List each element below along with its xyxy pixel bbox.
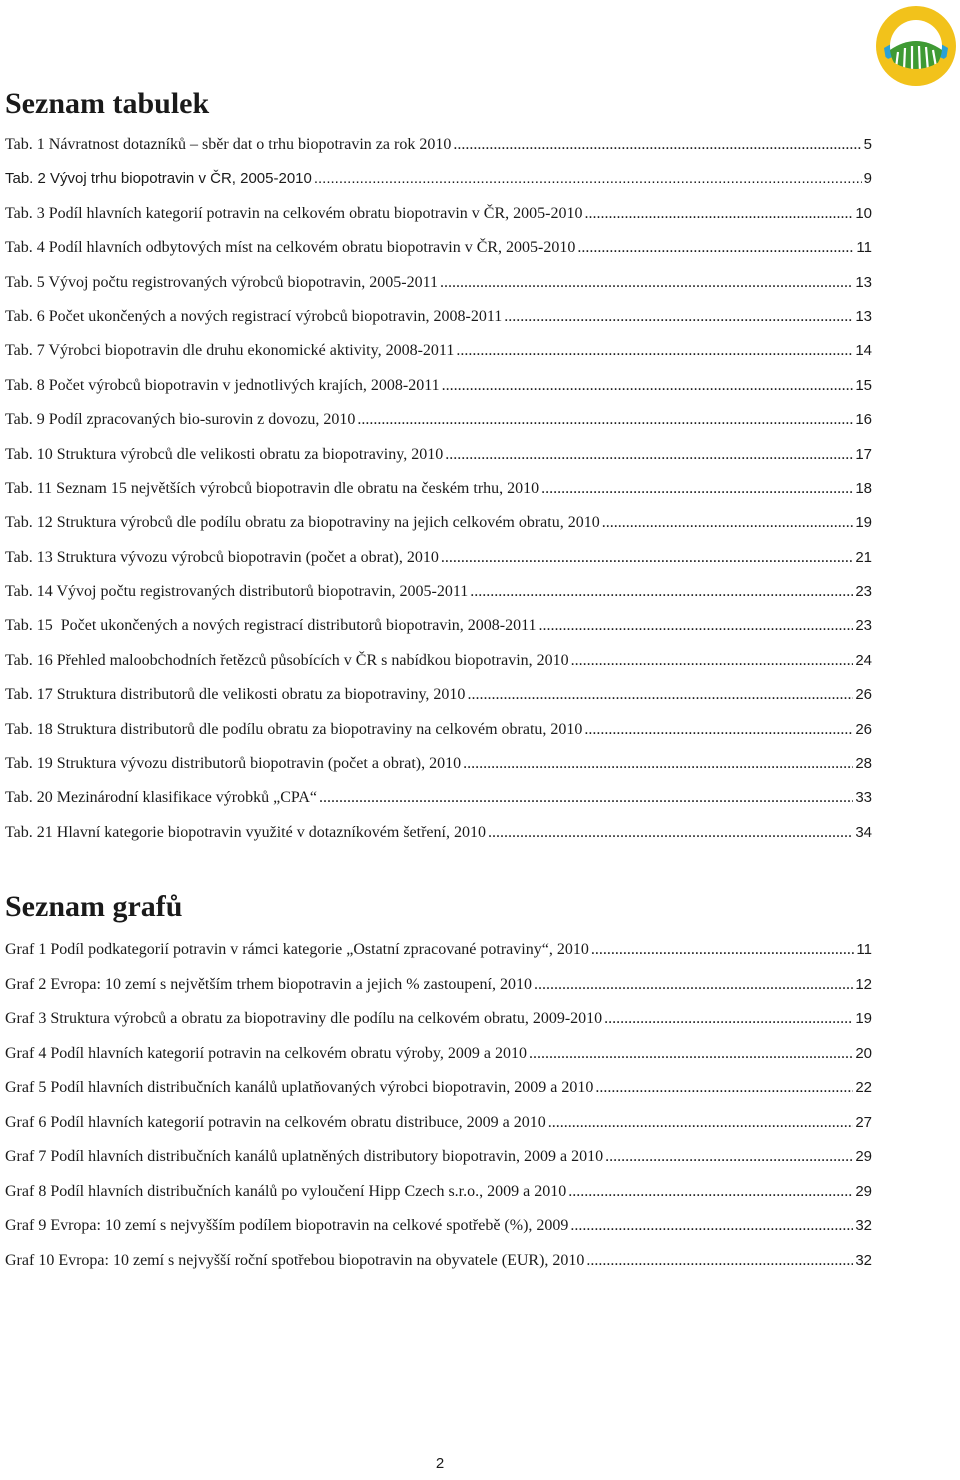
toc-entry-page: 11 [856, 239, 872, 257]
toc-entry[interactable] [5, 128, 872, 162]
toc-entry-page: 26 [855, 720, 872, 738]
toc-entry-page: 10 [855, 204, 872, 222]
toc-entry-label: Tab. 16 Přehled maloobchodních řetězců působících v ČR s nabídkou biopotravin, 2010 [5, 651, 569, 669]
toc-entry-page: 27 [855, 1113, 872, 1131]
toc-entry[interactable] [5, 575, 872, 609]
toc-leader-dots [445, 438, 853, 472]
toc-entry-label: Tab. 9 Podíl zpracovaných bio-surovin z dovozu, 2010 [5, 411, 356, 429]
toc-entry-page: 32 [855, 1217, 872, 1234]
toc-entry-page: 14 [855, 342, 872, 360]
toc-entry-label: Graf 9 Evropa: 10 zemí s nejvyšším podílem biopotravin na celkové spotřebě (%), 2009 [5, 1217, 569, 1234]
toc-leader-dots [467, 678, 853, 712]
toc-leader-dots [584, 713, 853, 747]
toc-leader-dots [319, 781, 853, 815]
toc-entry[interactable] [5, 1106, 872, 1141]
toc-entry-label: Graf 8 Podíl hlavních distribučních kanálů po vyloučení Hipp Czech s.r.o., 2009 a 2010 [5, 1182, 567, 1200]
toc-leader-dots [604, 1002, 853, 1037]
toc-leader-dots [442, 369, 854, 403]
toc-entry-label: Tab. 5 Vývoj počtu registrovaných výrobců biopotravin, 2005-2011 [5, 273, 439, 291]
toc-entry[interactable] [5, 403, 872, 437]
toc-leader-dots [568, 1175, 853, 1210]
toc-leader-dots [541, 472, 853, 506]
toc-entry[interactable] [5, 162, 872, 196]
toc-entry-page: 23 [855, 617, 872, 635]
toc-leader-dots [504, 300, 853, 334]
toc-leader-dots [357, 403, 853, 437]
toc-entry[interactable] [5, 438, 872, 472]
toc-entry-page: 26 [855, 686, 872, 704]
toc-leader-dots [570, 1209, 853, 1244]
toc-entry[interactable] [5, 1209, 872, 1244]
toc-leader-dots [577, 231, 854, 265]
toc-entry-page: 21 [855, 548, 872, 566]
toc-entry[interactable] [5, 1071, 872, 1106]
toc-entry[interactable] [5, 747, 872, 781]
toc-entry[interactable] [5, 1037, 872, 1072]
toc-entry-page: 34 [855, 823, 872, 841]
toc-entry[interactable] [5, 678, 872, 712]
toc-entry-label: Tab. 15 Počet ukončených a nových registrací distributorů biopotravin, 2008-2011 [5, 617, 537, 635]
toc-entry-label: Graf 10 Evropa: 10 zemí s nejvyšší roční spotřebou biopotravin na obyvatele (EUR), 2010 [5, 1251, 585, 1269]
toc-entry[interactable] [5, 713, 872, 747]
toc-entry-label: Graf 3 Struktura výrobců a obratu za biopotraviny dle podílu na celkovém obratu, 2009-2010 [5, 1010, 603, 1027]
toc-leader-dots [586, 1244, 853, 1279]
toc-entry-label: Graf 5 Podíl hlavních distribučních kanálů uplatňovaných výrobci biopotravin, 2009 a 2010 [5, 1079, 594, 1096]
toc-leader-dots [548, 1106, 854, 1141]
toc-leader-dots [441, 541, 853, 575]
toc-entry-page: 13 [855, 307, 872, 325]
toc-entry-page: 15 [855, 376, 872, 394]
toc-leader-dots [440, 266, 853, 300]
charts-list [5, 933, 872, 1278]
toc-entry-label: Tab. 2 Vývoj trhu biopotravin v ČR, 2005-2010 [5, 170, 312, 188]
toc-leader-dots [470, 575, 853, 609]
toc-entry[interactable] [5, 334, 872, 368]
tables-list-heading: Seznam tabulek [5, 87, 210, 120]
toc-entry[interactable] [5, 1002, 872, 1037]
toc-leader-dots [605, 1140, 853, 1175]
toc-entry-page: 12 [855, 975, 872, 993]
toc-entry-page: 13 [855, 273, 872, 291]
toc-leader-dots [602, 506, 854, 540]
toc-leader-dots [534, 968, 853, 1003]
toc-entry[interactable] [5, 266, 872, 300]
toc-entry-label: Tab. 10 Struktura výrobců dle velikosti obratu za biopotraviny, 2010 [5, 445, 444, 463]
toc-entry-label: Tab. 19 Struktura vývozu distributorů biopotravin (počet a obrat), 2010 [5, 755, 462, 773]
toc-entry-label: Tab. 3 Podíl hlavních kategorií potravin na celkovém obratu biopotravin v ČR, 2005-2010 [5, 204, 583, 222]
toc-entry-page: 19 [855, 1010, 872, 1027]
toc-entry-page: 29 [855, 1148, 872, 1165]
toc-entry-page: 32 [855, 1251, 872, 1269]
toc-entry[interactable] [5, 968, 872, 1003]
toc-entry[interactable] [5, 197, 872, 231]
toc-leader-dots [591, 933, 855, 968]
toc-entry-label: Tab. 12 Struktura výrobců dle podílu obratu za biopotraviny na jejich celkovém obratu, 2010 [5, 514, 600, 532]
toc-entry[interactable] [5, 231, 872, 265]
toc-entry-label: Graf 7 Podíl hlavních distribučních kanálů uplatněných distributory biopotravin, 2009 a 2010 [5, 1148, 604, 1165]
toc-leader-dots [456, 334, 853, 368]
toc-entry-page: 22 [855, 1079, 872, 1096]
toc-entry-page: 5 [863, 136, 872, 153]
toc-leader-dots [529, 1037, 853, 1072]
toc-entry[interactable] [5, 541, 872, 575]
toc-entry[interactable] [5, 609, 872, 643]
toc-leader-dots [571, 644, 854, 678]
toc-entry[interactable] [5, 816, 872, 850]
toc-leader-dots [539, 609, 854, 643]
toc-leader-dots [453, 128, 861, 162]
toc-entry-page: 24 [855, 651, 872, 669]
charts-list-heading: Seznam grafů [5, 890, 183, 923]
toc-entry-label: Tab. 11 Seznam 15 největších výrobců biopotravin dle obratu na českém trhu, 2010 [5, 479, 540, 497]
toc-entry[interactable] [5, 1140, 872, 1175]
toc-entry-label: Tab. 6 Počet ukončených a nových registrací výrobců biopotravin, 2008-2011 [5, 307, 503, 325]
toc-entry-page: 11 [856, 941, 872, 958]
toc-entry[interactable] [5, 1244, 872, 1279]
toc-entry[interactable] [5, 644, 872, 678]
toc-entry-page: 29 [855, 1182, 872, 1200]
toc-entry[interactable] [5, 506, 872, 540]
toc-entry[interactable] [5, 472, 872, 506]
toc-entry-label: Tab. 17 Struktura distributorů dle velikosti obratu za biopotraviny, 2010 [5, 686, 466, 704]
toc-entry-page: 33 [855, 789, 872, 807]
toc-leader-dots [584, 197, 853, 231]
toc-entry-label: Tab. 8 Počet výrobců biopotravin v jednotlivých krajích, 2008-2011 [5, 376, 440, 394]
toc-entry-label: Tab. 18 Struktura distributorů dle podílu obratu za biopotraviny na celkovém obratu, 2010 [5, 720, 583, 738]
toc-entry[interactable] [5, 369, 872, 403]
toc-entry-label: Tab. 14 Vývoj počtu registrovaných distributorů biopotravin, 2005-2011 [5, 583, 469, 601]
toc-leader-dots [488, 816, 853, 850]
toc-entry-label: Tab. 13 Struktura vývozu výrobců biopotravin (počet a obrat), 2010 [5, 548, 439, 566]
toc-leader-dots [463, 747, 853, 781]
toc-entry-label: Graf 6 Podíl hlavních kategorií potravin na celkovém obratu distribuce, 2009 a 2010 [5, 1113, 546, 1131]
toc-entry-page: 20 [855, 1044, 872, 1062]
toc-entry[interactable] [5, 1175, 872, 1210]
toc-entry-page: 28 [855, 755, 872, 773]
toc-entry-page: 18 [855, 479, 872, 497]
toc-entry-label: Graf 1 Podíl podkategorií potravin v rámci kategorie „Ostatní zpracované potraviny“, 2010 [5, 941, 589, 958]
toc-entry-label: Graf 4 Podíl hlavních kategorií potravin na celkovém obratu výroby, 2009 a 2010 [5, 1044, 527, 1062]
toc-entry-label: Tab. 4 Podíl hlavních odbytových míst na celkovém obratu biopotravin v ČR, 2005-2010 [5, 239, 576, 257]
toc-entry-label: Tab. 21 Hlavní kategorie biopotravin využité v dotazníkovém šetření, 2010 [5, 823, 486, 841]
tables-list [5, 128, 872, 850]
toc-entry-label: Tab. 20 Mezinárodní klasifikace výrobků „CPA“ [5, 789, 317, 807]
toc-entry-label: Tab. 7 Výrobci biopotravin dle druhu ekonomické aktivity, 2008-2011 [5, 342, 455, 360]
toc-entry[interactable] [5, 781, 872, 815]
toc-entry-page: 17 [855, 445, 872, 463]
toc-entry-page: 23 [855, 583, 872, 601]
toc-entry-label: Graf 2 Evropa: 10 zemí s největším trhem biopotravin a jejich % zastoupení, 2010 [5, 975, 532, 993]
toc-entry-label: Tab. 1 Návratnost dotazníků – sběr dat o trhu biopotravin za rok 2010 [5, 136, 452, 153]
toc-leader-dots [595, 1071, 853, 1106]
toc-leader-dots [314, 162, 862, 196]
toc-entry[interactable] [5, 933, 872, 968]
toc-entry-page: 9 [863, 170, 872, 188]
page-number: 2 [435, 1455, 445, 1472]
toc-entry-page: 19 [855, 514, 872, 532]
toc-entry-page: 16 [855, 411, 872, 429]
field-rows-sun-logo-icon [874, 4, 958, 88]
toc-entry[interactable] [5, 300, 872, 334]
